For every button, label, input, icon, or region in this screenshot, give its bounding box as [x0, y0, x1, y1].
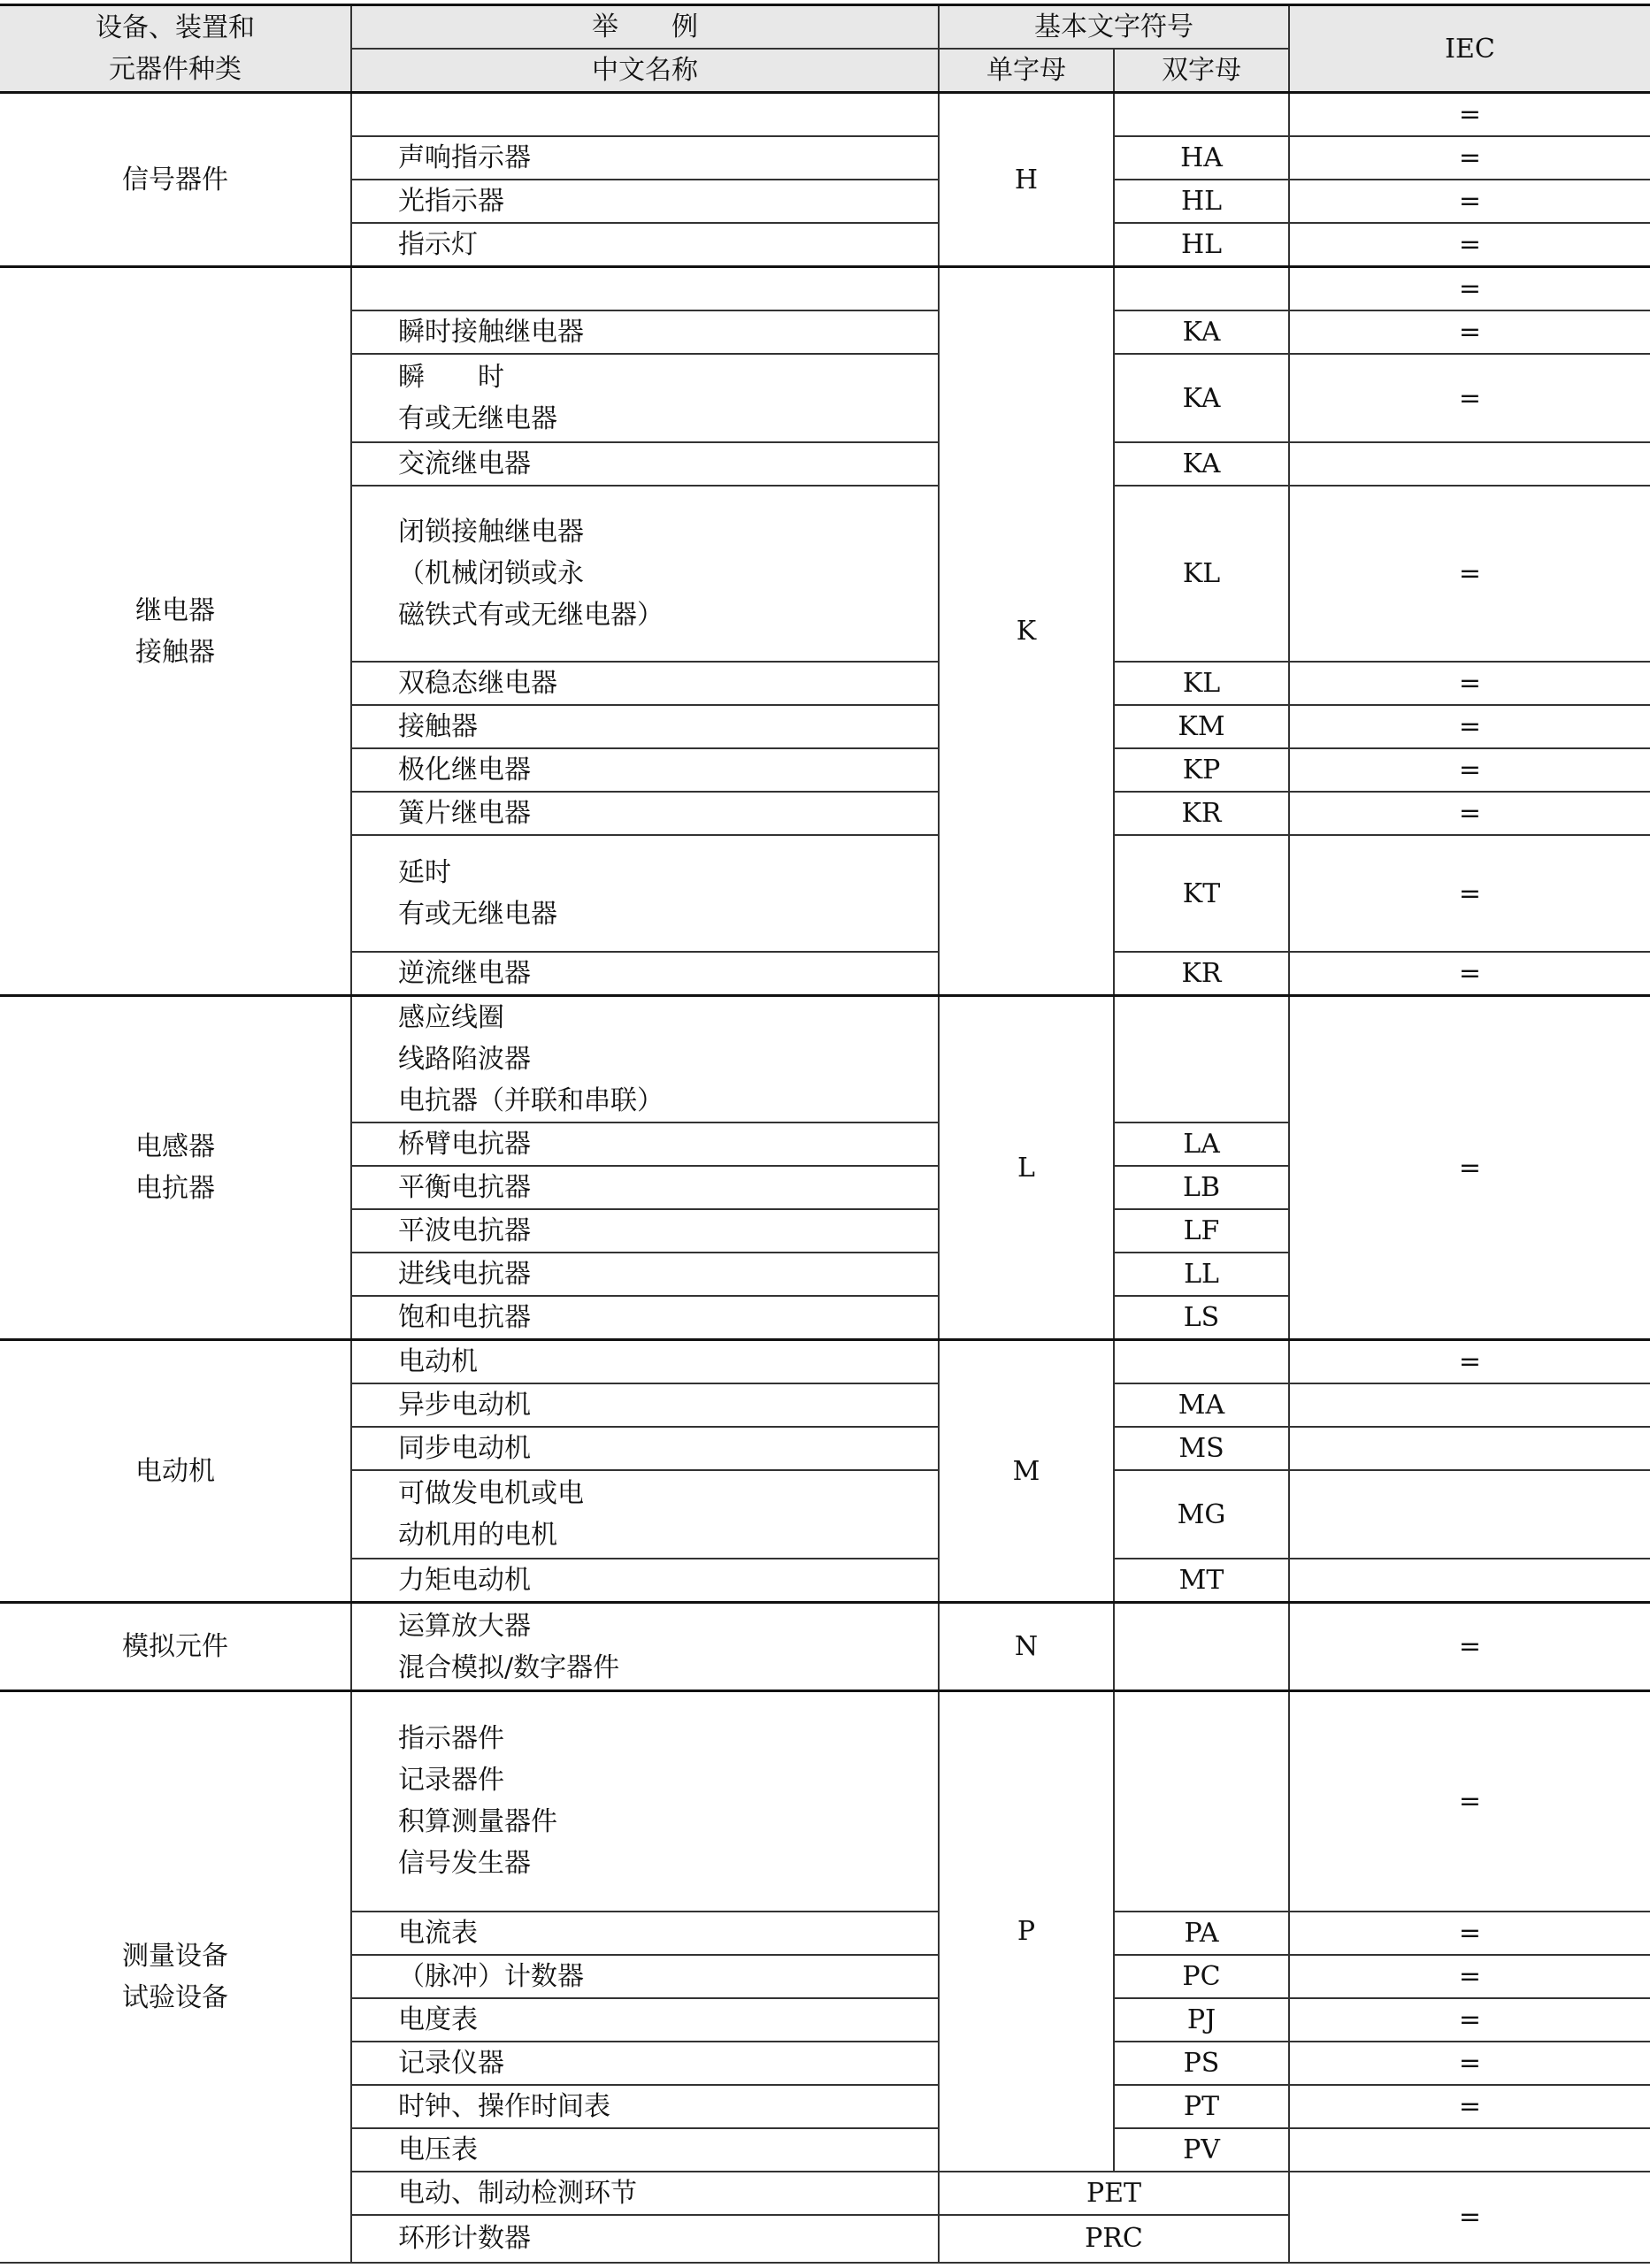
iec-cell — [1289, 1470, 1650, 1559]
single-letter-cell: M — [939, 1340, 1114, 1603]
category-cell: 模拟元件 — [0, 1603, 351, 1691]
example-name-cell: 饱和电抗器 — [351, 1296, 939, 1340]
header-example: 举 例 — [351, 5, 939, 50]
example-name-cell: 平波电抗器 — [351, 1209, 939, 1253]
single-letter-cell: L — [939, 996, 1114, 1340]
iec-cell: = — [1289, 1603, 1650, 1691]
example-name-cell: 时钟、操作时间表 — [351, 2085, 939, 2128]
iec-cell: = — [1289, 1340, 1650, 1384]
double-letter-cell: PA — [1114, 1912, 1289, 1955]
example-name-cell: 电动机 — [351, 1340, 939, 1384]
double-letter-cell: KA — [1114, 354, 1289, 442]
double-letter-cell: KP — [1114, 748, 1289, 792]
double-letter-cell: KL — [1114, 486, 1289, 662]
double-letter-cell: HL — [1114, 180, 1289, 223]
table-row — [0, 996, 1650, 1123]
header-basic-symbol: 基本文字符号 — [939, 5, 1289, 50]
example-name-cell: 声响指示器 — [351, 136, 939, 180]
example-name-cell: 平衡电抗器 — [351, 1166, 939, 1209]
iec-cell — [1289, 442, 1650, 486]
double-letter-cell: PT — [1114, 2085, 1289, 2128]
iec-cell: = — [1289, 1912, 1650, 1955]
iec-cell: = — [1289, 748, 1650, 792]
example-name-cell: 运算放大器 混合模拟/数字器件 — [351, 1603, 939, 1691]
double-letter-cell: HL — [1114, 223, 1289, 267]
table-row — [0, 1603, 1650, 1691]
iec-cell: = — [1289, 136, 1650, 180]
double-letter-cell: KA — [1114, 442, 1289, 486]
iec-cell: = — [1289, 354, 1650, 442]
iec-cell: = — [1289, 486, 1650, 662]
header-example-name: 中文名称 — [351, 49, 939, 93]
example-name-cell: 可做发电机或电 动机用的电机 — [351, 1470, 939, 1559]
iec-cell: = — [1289, 180, 1650, 223]
double-letter-cell: MG — [1114, 1470, 1289, 1559]
iec-cell: = — [1289, 1998, 1650, 2042]
double-letter-cell: KL — [1114, 662, 1289, 705]
category-cell: 电动机 — [0, 1340, 351, 1603]
example-name-cell: 电度表 — [351, 1998, 939, 2042]
category-cell: 电感器 电抗器 — [0, 996, 351, 1340]
double-letter-cell: PV — [1114, 2128, 1289, 2172]
iec-cell: = — [1289, 792, 1650, 835]
symbol-table — [0, 4, 1650, 2264]
single-letter-cell: N — [939, 1603, 1114, 1691]
iec-cell: = — [1289, 835, 1650, 952]
single-letter-cell: P — [939, 1691, 1114, 2172]
table-row — [0, 267, 1650, 311]
table-row — [0, 1691, 1650, 1912]
double-letter-cell: MS — [1114, 1427, 1289, 1470]
example-name-cell: 同步电动机 — [351, 1427, 939, 1470]
example-name-cell: 环形计数器 — [351, 2215, 939, 2263]
double-letter-cell: LS — [1114, 1296, 1289, 1340]
iec-cell: = — [1289, 2085, 1650, 2128]
double-letter-cell: KM — [1114, 705, 1289, 748]
example-name-cell: 光指示器 — [351, 180, 939, 223]
double-letter-cell: KT — [1114, 835, 1289, 952]
iec-cell — [1289, 2128, 1650, 2172]
header-single-letter: 单字母 — [939, 49, 1114, 93]
example-name-cell: 接触器 — [351, 705, 939, 748]
example-name-cell — [351, 93, 939, 137]
header-category: 设备、装置和 元器件种类 — [0, 5, 351, 93]
iec-cell: = — [1289, 310, 1650, 354]
single-letter-cell: K — [939, 267, 1114, 996]
header-double-letter: 双字母 — [1114, 49, 1289, 93]
double-letter-cell: LL — [1114, 1253, 1289, 1296]
double-letter-cell — [1114, 1603, 1289, 1691]
example-name-cell: 指示灯 — [351, 223, 939, 267]
iec-cell: = — [1289, 662, 1650, 705]
table-row — [0, 1340, 1650, 1384]
example-name-cell: 交流继电器 — [351, 442, 939, 486]
example-name-cell: 双稳态继电器 — [351, 662, 939, 705]
example-name-cell — [351, 267, 939, 311]
double-letter-cell — [1114, 93, 1289, 137]
double-letter-cell — [1114, 996, 1289, 1123]
example-name-cell: 延时 有或无继电器 — [351, 835, 939, 952]
category-cell: 继电器 接触器 — [0, 267, 351, 996]
iec-cell: = — [1289, 952, 1650, 996]
example-name-cell: （脉冲）计数器 — [351, 1955, 939, 1998]
iec-cell: = — [1289, 2042, 1650, 2085]
double-letter-cell: LB — [1114, 1166, 1289, 1209]
iec-cell: = — [1289, 705, 1650, 748]
example-name-cell: 极化继电器 — [351, 748, 939, 792]
category-cell: 测量设备 试验设备 — [0, 1691, 351, 2263]
table-body — [0, 93, 1650, 2263]
example-name-cell: 进线电抗器 — [351, 1253, 939, 1296]
iec-cell — [1289, 1383, 1650, 1427]
double-letter-cell: MA — [1114, 1383, 1289, 1427]
double-letter-cell: KA — [1114, 310, 1289, 354]
double-letter-cell — [1114, 1691, 1289, 1912]
double-letter-cell: PJ — [1114, 1998, 1289, 2042]
double-letter-cell: PC — [1114, 1955, 1289, 1998]
example-name-cell: 指示器件 记录器件 积算测量器件 信号发生器 — [351, 1691, 939, 1912]
example-name-cell: 力矩电动机 — [351, 1559, 939, 1603]
header-iec: IEC — [1289, 5, 1650, 93]
double-letter-cell: LF — [1114, 1209, 1289, 1253]
example-name-cell: 感应线圈 线路陷波器 电抗器（并联和串联） — [351, 996, 939, 1123]
iec-cell: = — [1289, 996, 1650, 1340]
iec-cell — [1289, 1427, 1650, 1470]
iec-cell: = — [1289, 1691, 1650, 1912]
iec-cell: = — [1289, 1955, 1650, 1998]
example-name-cell: 异步电动机 — [351, 1383, 939, 1427]
category-cell: 信号器件 — [0, 93, 351, 267]
double-letter-cell: HA — [1114, 136, 1289, 180]
iec-cell — [1289, 1559, 1650, 1603]
double-letter-cell: LA — [1114, 1123, 1289, 1166]
iec-cell: = — [1289, 223, 1650, 267]
example-name-cell: 记录仪器 — [351, 2042, 939, 2085]
double-letter-cell: KR — [1114, 792, 1289, 835]
symbol-cell: PET — [939, 2172, 1289, 2215]
example-name-cell: 瞬时接触继电器 — [351, 310, 939, 354]
example-name-cell: 桥臂电抗器 — [351, 1123, 939, 1166]
iec-cell: = — [1289, 267, 1650, 311]
example-name-cell: 电动、制动检测环节 — [351, 2172, 939, 2215]
table-row — [0, 93, 1650, 137]
iec-cell: = — [1289, 2172, 1650, 2263]
double-letter-cell: PS — [1114, 2042, 1289, 2085]
example-name-cell: 电流表 — [351, 1912, 939, 1955]
iec-cell: = — [1289, 93, 1650, 137]
example-name-cell: 闭锁接触继电器 （机械闭锁或永 磁铁式有或无继电器） — [351, 486, 939, 662]
double-letter-cell: KR — [1114, 952, 1289, 996]
example-name-cell: 簧片继电器 — [351, 792, 939, 835]
table-header — [0, 5, 1650, 93]
example-name-cell: 逆流继电器 — [351, 952, 939, 996]
example-name-cell: 电压表 — [351, 2128, 939, 2172]
example-name-cell: 瞬 时 有或无继电器 — [351, 354, 939, 442]
single-letter-cell: H — [939, 93, 1114, 267]
double-letter-cell: MT — [1114, 1559, 1289, 1603]
symbol-cell: PRC — [939, 2215, 1289, 2263]
double-letter-cell — [1114, 1340, 1289, 1384]
double-letter-cell — [1114, 267, 1289, 311]
